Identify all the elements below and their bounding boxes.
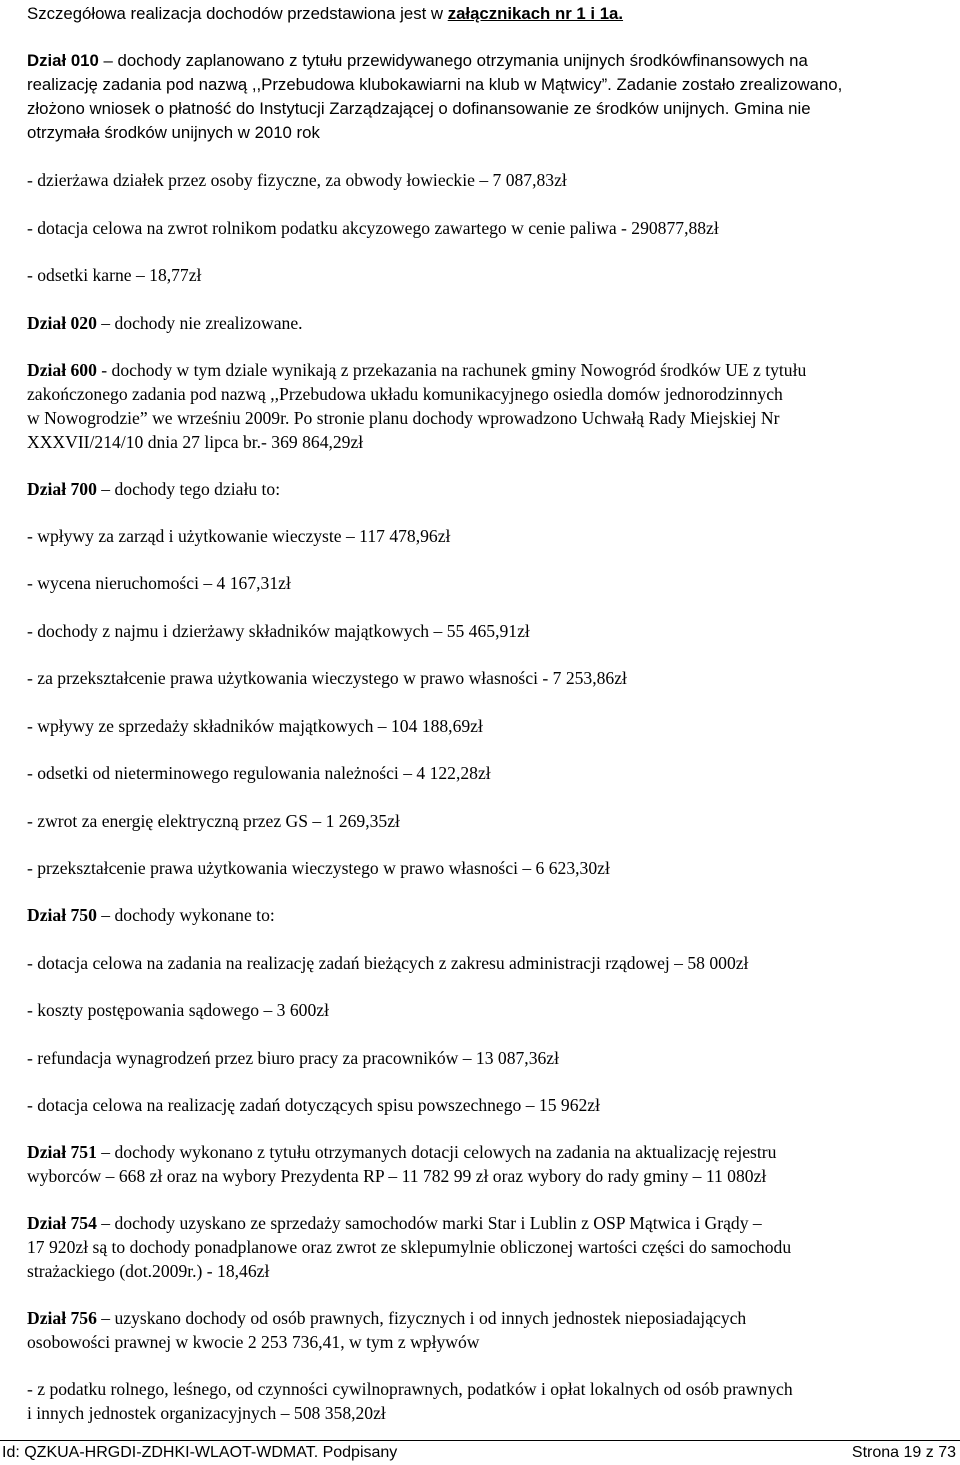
dzial-751-line-2: wyborców – 668 zł oraz na wybory Prezydenta RP – 11 782 99 zł oraz wybory do rady gminy – 11 080zł <box>27 1166 767 1186</box>
dzial-700-line <box>27 477 952 501</box>
dzial-700-item: - odsetki od nieterminowego regulowania należności – 4 122,28zł <box>27 763 491 783</box>
dzial-756-item-line-1: - z podatku rolnego, leśnego, od czynności cywilnoprawnych, podatków i opłat lokalnych od osób prawnych <box>27 1379 793 1399</box>
dzial-700-item: - przekształcenie prawa użytkowania wieczystego w prawo własności – 6 623,30zł <box>27 858 610 878</box>
dzial-600-line-3: w Nowogrodzie” we wrześniu 2009r. Po stronie planu dochody wprowadzono Uchwałą Rady Miejskiej Nr <box>27 408 780 428</box>
dzial-600-line-2: zakończonego zadania pod nazwą ,,Przebudowa układu komunikacyjnego osiedla domów jednorodzinnych <box>27 384 783 404</box>
dzial-750-item: - dotacja celowa na realizację zadań dotyczących spisu powszechnego – 15 962zł <box>27 1095 600 1115</box>
dzial-754-line-2: 17 920zł są to dochody ponadplanowe oraz zwrot ze sklepumylnie obliczonej wartości części do samochodu <box>27 1237 792 1257</box>
dzial-010-item: - odsetki karne – 18,77zł <box>27 265 202 285</box>
dzial-756-text-1: – uzyskano dochody od osób prawnych, fizycznych i od innych jednostek nieposiadających <box>96 1308 747 1328</box>
dzial-750-item: - dotacja celowa na zadania na realizację zadań bieżących z zakresu administracji rządowej – 58 000zł <box>27 953 749 973</box>
dzial-700-item: - wycena nieruchomości – 4 167,31zł <box>27 573 291 593</box>
dzial-010-text-1: – dochody zaplanowano z tytułu przewidywanego otrzymania unijnych środkówfinansowych na <box>98 51 808 70</box>
dzial-010-line-3: złożono wniosek o płatność do Instytucji Zarządzającej o dofinansowanie ze środków unijnych. Gmina nie <box>27 99 811 118</box>
dzial-751-text-1: – dochody wykonano z tytułu otrzymanych dotacji celowych na zadania na aktualizację rejestru <box>96 1142 777 1162</box>
dzial-756-item-line-2: i innych jednostek organizacyjnych – 508 358,20zł <box>27 1403 386 1423</box>
dzial-700-item: - dochody z najmu i dzierżawy składników majątkowych – 55 465,91zł <box>27 621 530 641</box>
dzial-010-line-4: otrzymała środków unijnych w 2010 rok <box>27 123 320 142</box>
dzial-754-label: Dział 754 <box>27 1213 97 1233</box>
dzial-010-item: - dzierżawa działek przez osoby fizyczne, za obwody łowieckie – 7 087,83zł <box>27 170 567 190</box>
dzial-020-text: – dochody nie zrealizowane. <box>96 313 303 333</box>
document-id: Id: QZKUA-HRGDI-ZDHKI-WLAOT-WDMAT. Podpisany <box>2 1444 398 1461</box>
dzial-750-text: – dochody wykonane to: <box>96 905 275 925</box>
dzial-750-item: - koszty postępowania sądowego – 3 600zł <box>27 1000 329 1020</box>
dzial-700-item: - wpływy ze sprzedaży składników majątkowych – 104 188,69zł <box>27 716 483 736</box>
page-number: Strona 19 z 73 <box>851 1444 956 1461</box>
dzial-754-line-1 <box>27 1211 952 1235</box>
dzial-010-item: - dotacja celowa na zwrot rolnikom podatku akcyzowego zawartego w cenie paliwa - 290877,88zł <box>27 218 719 238</box>
dzial-751-label: Dział 751 <box>27 1142 97 1162</box>
dzial-020-label: Dział 020 <box>27 313 97 333</box>
dzial-020-line <box>27 311 952 335</box>
dzial-010-line-1 <box>27 49 952 73</box>
footer-divider <box>0 1440 960 1441</box>
dzial-750-item: - refundacja wynagrodzeń przez biuro pracy za pracowników – 13 087,36zł <box>27 1048 559 1068</box>
attachments-reference: załącznikach nr 1 i 1a. <box>447 4 624 23</box>
dzial-756-label: Dział 756 <box>27 1308 97 1328</box>
dzial-700-item: - zwrot za energię elektryczną przez GS – 1 269,35zł <box>27 811 400 831</box>
dzial-600-line-4: XXXVII/214/10 dnia 27 lipca br.- 369 864,29zł <box>27 432 364 452</box>
intro-text: Szczegółowa realizacja dochodów przedstawiona jest w <box>27 4 448 23</box>
dzial-010-line-2: realizację zadania pod nazwą ,,Przebudowa klubokawiarni na klub w Mątwicy”. Zadanie zostało zrealizowano, <box>27 75 843 94</box>
dzial-754-text-1: – dochody uzyskano ze sprzedaży samochodów marki Star i Lublin z OSP Mątwica i Grądy – <box>96 1213 762 1233</box>
dzial-700-item: - za przekształcenie prawa użytkowania wieczystego w prawo własności - 7 253,86zł <box>27 668 627 688</box>
dzial-600-line-1 <box>27 358 952 382</box>
dzial-700-text: – dochody tego działu to: <box>96 479 281 499</box>
dzial-600-label: Dział 600 <box>27 360 97 380</box>
intro-line <box>27 2 952 26</box>
dzial-600-text-1: - dochody w tym dziale wynikają z przekazania na rachunek gminy Nowogród środków UE z tytułu <box>96 360 807 380</box>
dzial-756-line-2: osobowości prawnej w kwocie 2 253 736,41, w tym z wpływów <box>27 1332 480 1352</box>
dzial-750-label: Dział 750 <box>27 905 97 925</box>
dzial-700-label: Dział 700 <box>27 479 97 499</box>
dzial-750-line <box>27 903 952 927</box>
dzial-754-line-3: strażackiego (dot.2009r.) - 18,46zł <box>27 1261 270 1281</box>
dzial-751-line-1 <box>27 1140 952 1164</box>
dzial-010-label: Dział 010 <box>27 51 99 70</box>
dzial-700-item: - wpływy za zarząd i użytkowanie wieczyste – 117 478,96zł <box>27 526 451 546</box>
dzial-756-line-1 <box>27 1306 952 1330</box>
